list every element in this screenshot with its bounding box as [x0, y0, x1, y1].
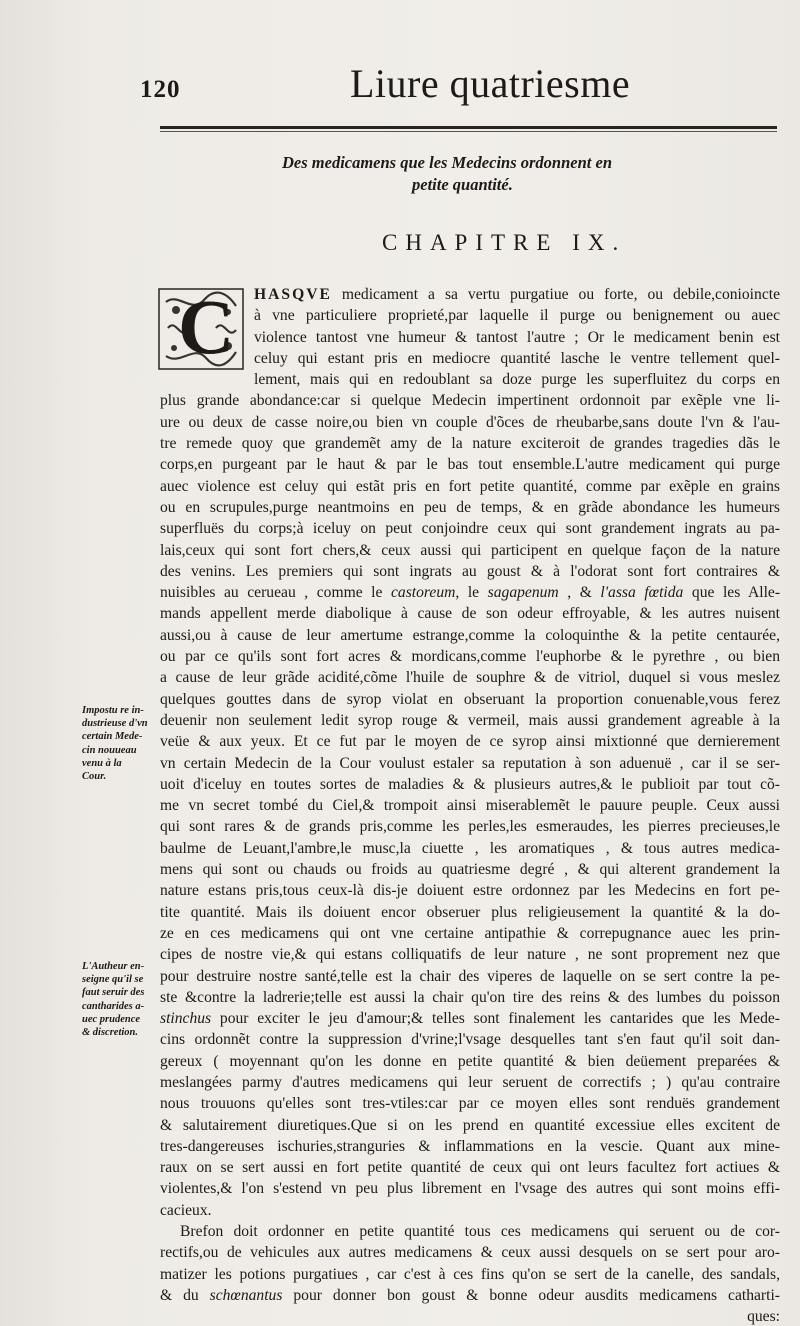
text-line: deuenir non seulement ledit syrop rouge & vermeil, mais aussi grandement agreable à la [160, 711, 780, 729]
text-line: ou par ce qu'ils sont fort acres & mordicans,comme l'euphorbe & le pyrethre , ou bien [160, 648, 780, 666]
text-line: vn certain Medecin de la Cour voulust estaler sa reputation à son aduenuë , car il se ser- [160, 754, 780, 772]
body-text [160, 284, 780, 1326]
text-line: corps,en purgeant par le haut & par le bas tout ensemble.L'autre medicament qui purge [160, 456, 780, 474]
catchword: ques: [747, 1308, 780, 1326]
text-line: ze en ces medicamens qui ont vne certaine antipathie & correpugnance auec les prin- [160, 924, 780, 942]
text-line: ure ou deux de casse noire,ou bien vn couple d'õces de rheubarbe,sans doute l'vn & l'au- [160, 413, 780, 431]
page-header [140, 56, 770, 106]
section-title-line2: petite quantité. [412, 175, 513, 194]
text-line: raux on se sert aussi en fort petite quantité de ceux qui ont leurs facultez fort actiues & [160, 1159, 780, 1177]
text-line: auec violence est celuy qui estãt pris en fort petite quantité, comme par exẽple en grains [160, 477, 780, 495]
text-line: tre remede quoy que grandemẽt amy de la nature exciteroit de grandes tragedies dãs le [160, 435, 780, 453]
text-line: rectifs,ou de vehicules aux autres medicamens & ceux aussi desquels on se sert pour aro- [160, 1244, 780, 1262]
text-line: aussi,ou à cause de leur amertume estrange,comme la coloquinthe & la petite centaurée, [160, 626, 780, 644]
text-line: violence tantost vne humeur & tantost l'autre ; Or le medicament benin est [254, 328, 780, 346]
text-line: cipes de nostre vie,& qui estans colliquatifs de leur nature , ne sont proprement nez que [160, 946, 780, 964]
text-line: cins ordonnẽt contre la suppression d'vrine;l'vsage desquelles tant s'en faut qu'il soit dan- [160, 1031, 780, 1049]
text-line: celuy qui estant pris en mediocre quantité lasche le ventre tellement quel- [254, 349, 780, 367]
text-line: & du schœnantus pour donner bon goust & bonne odeur ausdits medicamens catharti- [160, 1286, 780, 1304]
text-line: lement, mais qui en redoublant sa doze purge les superfluitez du corps en [254, 371, 780, 389]
text-line: & salutairement diuretiques.Que si on les prend en quantité excessiue elles excitent de [160, 1116, 780, 1134]
text-line: me vn secret tombé du Ciel,& trompoit ainsi miserablemẽt le pauure peuple. Ceux aussi [160, 797, 780, 815]
text-line: uoit d'iceluy en toutes sortes de maladies & & plusieurs autres,& le publioit par tout cõ- [160, 775, 780, 793]
text-line: quelques gouttes dans de syrop violat en obseruant la proportion conuenable,vous ferez [160, 690, 780, 708]
text-line: superfluës du corps;à iceluy on peut conjoindre ceux qui sont grandement ingrats au pa- [160, 520, 780, 538]
text-line: violentes,& l'on s'estend vn peu plus librement en l'vsage des autres qui sont moins effi- [160, 1180, 780, 1198]
text-line: stinchus pour exciter le jeu d'amour;& telles sont finalement les cantarides que les Mede- [160, 1010, 780, 1028]
dropcap-letter: C [178, 283, 235, 370]
text-line: cacieux. [160, 1201, 212, 1219]
running-title: Liure quatriesme [350, 61, 631, 106]
margin-note-imposture: Impostu re in- dustrieuse d'vn certain Mede- cin nouueau venu à la Cour. [82, 705, 148, 783]
text-line: matizer les potions purgatiues , car c'est à ces fins qu'on se sert de la canelle, des sandals, [160, 1265, 780, 1283]
text-line: tite quantité. Mais ils doiuent encor obseruer plus religieusement la quantité & la do- [160, 903, 780, 921]
text-line: a cause de leur grãde acidité,cõme l'huile de souphre & de vitriol, duquel si vous meslez [160, 669, 780, 687]
text-line: tres-dangereuses ischuries,stranguries & inflammations en la vescie. Quant aux mine- [160, 1137, 780, 1155]
text-line: mands appellent merde diabolique à cause de son odeur effroyable, & les autres nuisent [160, 605, 780, 623]
chapter-heading: CHAPITRE IX. [382, 230, 627, 255]
text-line: veüe & aux yeux. Et ce fut par le moyen de ce syrop ainsi mixtionné que dernierement [160, 733, 780, 751]
text-line: ste &contre la ladrerie;telle est aussi la chair qu'on tire des reins & des lumbes du poisson [160, 988, 780, 1006]
page-number: 120 [140, 76, 181, 103]
text-line: pour destruire nostre santé,telle est la chair des viperes de laquelle on se sert contre la pe- [160, 967, 780, 985]
text-line: HASQVE medicament a sa vertu purgatiue ou forte, ou debile,conioincte [254, 286, 780, 303]
text-line: plus grande abondance:car si quelque Medecin impertinent ordonnoit par exẽple vne li- [160, 392, 780, 410]
text-line: lais,ceux qui sont fort chers,& ceux aussi qui participent en quelque façon de la nature [160, 541, 780, 559]
text-line: baulme de Leuant,l'ambre,le musc,la ciuette , les aromatiques , & tous autres medica- [160, 839, 780, 857]
text-line: à vne particuliere proprieté,par laquelle il purge ou benignement ou auec [254, 307, 780, 325]
text-line: Brefon doit ordonner en petite quantité tous ces medicamens qui seruent ou de cor- [180, 1223, 780, 1241]
text-line: nous trouuons qu'elles sont tres-vtiles:car par ce moyen elles sont renduës grandement [160, 1095, 780, 1113]
section-title [282, 152, 682, 196]
text-line: nature estans pris,tous ceux-là dis-je doiuent estre ordonnez par les Medecins en fort pe- [160, 882, 780, 900]
text-line: des venins. Les premiers qui sont ingrats au goust & à l'odorat sont fort contraires & [160, 562, 780, 580]
header-rule [160, 126, 777, 132]
section-title-line1: Des medicamens que les Medecins ordonnent en [282, 153, 612, 172]
margin-note-cantharides: L'Autheur en- seigne qu'il se faut seruir des cantharides a- uec prudence & discretion. [82, 961, 145, 1039]
text-line: mens qui sont ou chauds ou froids au quatriesme degré , & qui alterent grandement la [160, 861, 780, 879]
text-line: gereux ( moyennant qu'on les donne en petite quantité & bien deüement preparées & [160, 1052, 780, 1070]
text-line: ou en scrupules,purge neantmoins en peu de temps, & en grãde abondance les humeurs [160, 498, 780, 516]
text-line: nuisibles au cerueau , comme le castoreum, le sagapenum , & l'assa fœtida que les Alle- [160, 584, 780, 602]
text-line: meslangées parmy d'autres medicamens qui leur seruent de correctifs ; ) qu'au contraire [160, 1073, 780, 1091]
text-line: qui sont rares & de grands pris,comme les perles,les esmeraudes, les pierres precieuses,le [160, 818, 780, 836]
